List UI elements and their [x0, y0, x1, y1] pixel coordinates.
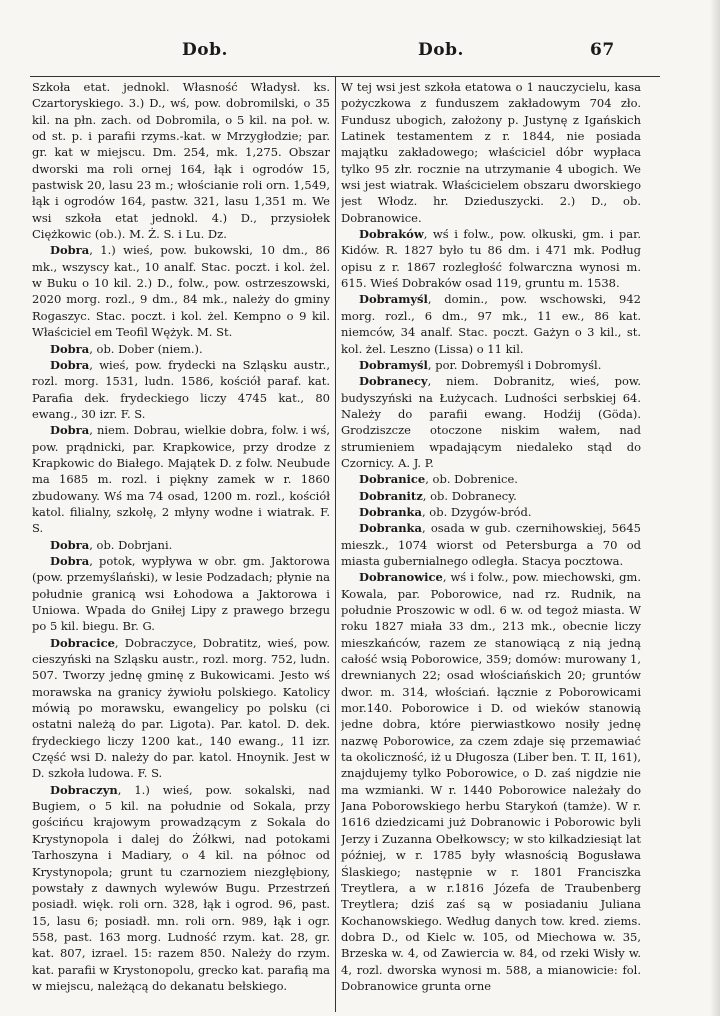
entry-headword: Dobracice — [50, 635, 115, 650]
dictionary-entry — [341, 471, 641, 487]
header-rule — [30, 76, 660, 77]
entry-text: , niem. Dobrau, wielkie dobra, folw. i wś, pow. prądnicki, par. Krapkowice, przy drodze z Krapkowic do Białego. Majątek D. z folw. Neubude ma 1685 m. rozl. i piękny zamek w r. 1860 zbudowany. Wś ma 74 osad, 1200 m. rozl., kościół katol. filialny, szkołę, 2 młyny wodne i wiatrak. F. S. — [32, 423, 330, 536]
entry-headword: Dobraczyn — [50, 782, 118, 797]
scan-edge-shadow — [710, 0, 720, 1016]
entry-headword: Dobra — [50, 357, 90, 372]
dictionary-entry — [32, 79, 330, 242]
entry-headword: Dobramyśl — [359, 292, 428, 307]
entry-text: , por. Dobremyśl i Dobromyśl. — [427, 357, 602, 372]
entry-text: , niem. Dobranitz, wieś, pow. budyszyński na Łużycach. Ludności serbskiej 64. Należy do parafii ewang. Hodźij (Göda). Grodziszcze otoczone niskim wałem, nad strumieniem wpadającym niedaleko stąd do Czornicy. A. J. P. — [341, 374, 641, 470]
left-column — [32, 79, 330, 1009]
entry-text: , Dobraczyce, Dobratitz, wieś, pow. cieszyński na Szląsku austr., rozl. morg. 752, ludn. 507. Tworzy jednę gminę z Bukowicami. Jesto wś morawska na granicy żywiołu polskiego. Katolicy mówią po morawsku, ewangelicy po polsku (ci ostatni należą do par. Ligota). Par. katol. D. dek. frydeckiego liczy 1200 kat., 140 ewang., 11 izr. Część wsi D. należy do par. katol. Hnoynik. Jest w D. szkoła ludowa. F. S. — [32, 635, 330, 781]
entry-headword: Dobra — [50, 553, 90, 568]
column-divider — [335, 77, 336, 1012]
entry-headword: Dobra — [50, 341, 90, 356]
dictionary-entry — [341, 291, 641, 356]
entry-text: , ob. Dobrjani. — [89, 537, 173, 552]
entry-text: W tej wsi jest szkoła etatowa o 1 nauczycielu, kasa pożyczkowa z funduszem zakładowym 704 zło. Fundusz ubogich, założony p. Justynę z Igańskich Latinek testamentem z r. 1844, nie posiada majątku zakładowego; właściciel dóbr wypłaca tylko 95 złr. rocznie na utrzymanie 4 ubogich. We wsi jest wiatrak. Właścicielem obszaru dworskiego jest Włodz. hr. Dzieduszycki. 2.) D., ob. Dobranowice. — [341, 80, 641, 225]
entry-text: Szkoła etat. jednokl. Własność Władysł. ks. Czartoryskiego. 3.) D., wś, pow. dobromilski, o 35 kil. na płn. zach. od Dobromila, o 5 kil. na poł. w. od st. p. i parafii rzyms.-kat. w Mrzygłodzie; par. gr. kat w miejscu. Dm. 254, mk. 1,275. Obszar dworski ma roli ornej 164, łąk i ogrodów 15, pastwisk 20, lasu 23 m.; włościanie roli orn. 1,549, łąk i ogrodów 164, pastw. 321, lasu 1,351 m. We wsi szkoła etat jednokl. 4.) D., przysiołek Ciężkowic (ob.). M. Ż. S. i Lu. Dz. — [32, 80, 330, 242]
entry-text: , domin., pow. wschowski, 942 morg. rozl., 6 dm., 97 mk., 11 ew., 86 kat. niemców, 34 analf. Stac. poczt. Gażyn o 3 kil., st. kol. żel. Leszno (Lissa) o 11 kil. — [341, 292, 641, 356]
entry-text: , 1.) wieś, pow. bukowski, 10 dm., 86 mk., wszyscy kat., 10 analf. Stac. poczt. i kol. żel. w Buku o 10 kil. 2.) D., folw., pow. ostrzeszowski, 2020 morg. rozl., 9 dm., 84 mk., należy do gminy Rogaszyc. Stac. poczt. i kol. żel. Kempno o 9 kil. Właściciel em Teofil Wężyk. M. St. — [32, 243, 330, 340]
entry-text: , wś i folw., pow. miechowski, gm. Kowala, par. Poborowice, nad rz. Rudnik, na południe Proszowic w odl. 6 w. od tegoż miasta. W roku 1827 miała 33 dm., 213 mk., obecnie liczy mieszkańców, razem ze stanowiącą z nią jedną całość wsią Poborowice, 359; domów: murowany 1, drewnianych 22; osad włościańskich 20; gruntów dwor. m. 314, włościań. łącznie z Poborowicami mor.140. Poborowice i D. od wieków stanowią jedne dobra, które pierwiastkowo nosiły jednę nazwę Poborowice, za czem zdaje się przemawiać ta okoliczność, iż u Długosza (Liber ben. T. II, 161), znajdujemy tylko Poborowice, o D. zaś nigdzie nie ma wzmianki. W r. 1440 Poborowice należały do Jana Poborowskiego herbu Starykoń (tamże). W r. 1616 dziedzicami już Dobranowic i Poborowic byli Jerzy i Zuzanna Obełkowscy; w sto kilkadziesiąt lat później, w r. 1785 były własnością Bogusława Ślaskiego; następnie w r. 1801 Franciszka Treytlera, a w r.1816 Józefa de Traubenberg Treytlera; dziś zaś są w posiadaniu Juliana Kochanowskiego. Według danych tow. kred. ziems. dobra D., od Kielc w. 105, od Miechowa w. 35, Brzeska w. 4, od Zawiercia w. 84, od rzeki Wisły w. 4, rozl. dworska wynosi m. 588, a mianowicie: fol. Dobranowice grunta orne — [341, 570, 641, 993]
dictionary-entry — [32, 242, 330, 340]
page-number: 67 — [590, 40, 615, 60]
dictionary-entry — [341, 569, 641, 994]
dictionary-entry — [32, 341, 330, 357]
entry-headword: Dobranitz — [359, 488, 423, 503]
dictionary-entry — [341, 520, 641, 569]
dictionary-entry — [32, 422, 330, 536]
entry-headword: Dobranowice — [359, 570, 443, 585]
entry-text: , wieś, pow. frydecki na Szląsku austr., rozl. morg. 1531, ludn. 1586, kościół paraf. kat. Parafia dek. frydeckiego liczy 4745 kat., 80 ewang., 30 izr. F. S. — [32, 357, 330, 421]
dictionary-entry — [341, 226, 641, 291]
dictionary-entry — [341, 488, 641, 504]
entry-headword: Dobranice — [359, 472, 426, 487]
dictionary-entry — [341, 373, 641, 471]
entry-text: , 1.) wieś, pow. sokalski, nad Bugiem, o 5 kil. na południe od Sokala, przy gościńcu krajowym prowadzącym z Sokala do Krystynopola i dalej do Żółkwi, nad potokami Tarhoszyna i Madiary, o 4 kil. na północ od Krystynopola; grunt tu czarnoziem niezgłębiony, powstały z dawnych wylewów Bugu. Przestrzeń posiadł. więk. roli orn. 328, łąk i ogrod. 96, past. 15, lasu 6; posiadł. mn. roli orn. 989, łąk i ogr. 558, past. 163 morg. Ludność rzym. kat. 28, gr. kat. 807, izrael. 15: razem 850. Należy do rzym. kat. parafii w Krystonopolu, grecko kat. parafią ma w miejscu, należącą do dekanatu bełskiego. — [32, 782, 330, 993]
header-left-keyword: Dob. — [182, 40, 228, 60]
entry-headword: Dobra — [50, 423, 90, 438]
dictionary-entry — [32, 553, 330, 635]
entry-text: , ob. Dobranecy. — [422, 488, 517, 503]
dictionary-entry — [32, 537, 330, 553]
dictionary-entry — [32, 635, 330, 782]
entry-headword: Dobraków — [359, 227, 424, 242]
right-column — [341, 79, 641, 1009]
entry-text: , potok, wypływa w obr. gm. Jaktorowa (pow. przemyślański), w lesie Podzadach; płynie na południe granicą wsi Łohodowa a Jaktorowa i Uniowa. Wpada do Gniłej Lipy z prawego brzegu po 5 kil. biegu. Br. G. — [32, 553, 330, 634]
entry-headword: Dobranecy — [359, 374, 428, 389]
dictionary-entry — [32, 782, 330, 994]
dictionary-entry — [32, 357, 330, 422]
entry-headword: Dobranka — [359, 504, 422, 519]
dictionary-entry — [341, 504, 641, 520]
header-center-keyword: Dob. — [418, 40, 464, 60]
entry-text: , osada w gub. czernihowskiej, 5645 mieszk., 1074 wiorst od Petersburga a 70 od miasta gubernialnego odległa. Stacya pocztowa. — [341, 521, 641, 568]
entry-headword: Dobranka — [359, 521, 422, 536]
entry-headword: Dobramyśl — [359, 357, 428, 372]
entry-text: , ob. Dzygów-bród. — [421, 504, 532, 519]
entry-headword: Dobra — [50, 243, 90, 258]
entry-headword: Dobra — [50, 537, 90, 552]
dictionary-entry — [341, 357, 641, 373]
entry-text: , ob. Dober (niem.). — [89, 341, 203, 356]
entry-text: , ob. Dobrenice. — [425, 472, 518, 487]
running-header — [0, 40, 720, 64]
entry-text: , wś i folw., pow. olkuski, gm. i par. Kidów. R. 1827 było tu 86 dm. i 471 mk. Podług opisu z r. 1867 rozległość folwarczna wynosi m. 615. Wieś Dobraków osad 119, gruntu m. 1538. — [341, 227, 641, 291]
dictionary-entry — [341, 79, 641, 226]
